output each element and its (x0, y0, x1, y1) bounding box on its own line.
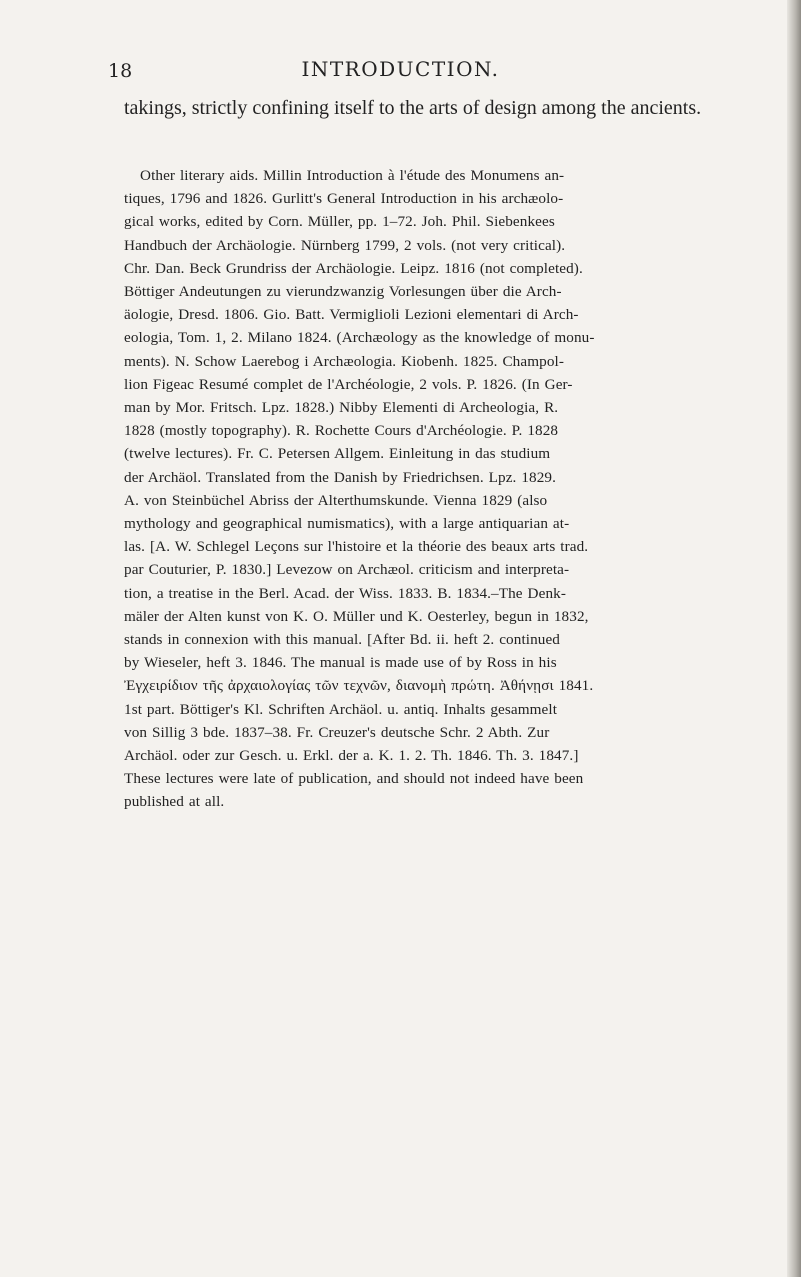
note-line: Ἐγχειρίδιον τῆς ἀρχαιολογίας τῶν τεχνῶν, διανομὴ πρώτη. Ἀθήνῃσι 1841. (124, 677, 594, 695)
note-line: par Couturier, P. 1830.] Levezow on Archæol. criticism and interpreta- (124, 561, 570, 579)
note-line: mythology and geographical numismatics), with a large antiquarian at- (124, 515, 570, 533)
note-line: stands in connexion with this manual. [After Bd. ii. heft 2. continued (124, 631, 561, 649)
note-line: gical works, edited by Corn. Müller, pp. 1–72. Joh. Phil. Siebenkees (124, 213, 555, 231)
note-line: tion, a treatise in the Berl. Acad. der Wiss. 1833. B. 1834.–The Denk- (124, 584, 567, 602)
note-line: 1st part. Böttiger's Kl. Schriften Archäol. u. antiq. Inhalts gesammelt (124, 700, 558, 718)
note-line: A. von Steinbüchel Abriss der Alterthumskunde. Vienna 1829 (also (124, 491, 548, 509)
note-line: tiques, 1796 and 1826. Gurlitt's General Introduction in his archæolo- (124, 190, 564, 208)
note-line: eologia, Tom. 1, 2. Milano 1824. (Archæology as the knowledge of monu- (124, 329, 595, 347)
note-line: las. [A. W. Schlegel Leçons sur l'histoire et la théorie des beaux arts trad. (124, 538, 589, 556)
note-line: (twelve lectures). Fr. C. Petersen Allgem. Einleitung in das studium (124, 445, 551, 463)
note-line: Böttiger Andeutungen zu vierundzwanzig Vorlesungen über die Arch- (124, 283, 562, 301)
note-line: ments). N. Schow Laerebog i Archæologia. Kiobenh. 1825. Champol- (124, 352, 564, 370)
note-line: Chr. Dan. Beck Grundriss der Archäologie. Leipz. 1816 (not completed). (124, 259, 583, 277)
note-line: published at all. (124, 793, 225, 811)
note-line: 1828 (mostly topography). R. Rochette Cours d'Archéologie. P. 1828 (124, 422, 559, 440)
note-line: Handbuch der Archäologie. Nürnberg 1799, 2 vols. (not very critical). (124, 236, 566, 254)
page-edge-shadow (787, 0, 801, 1277)
note-line: Archäol. oder zur Gesch. u. Erkl. der a. K. 1. 2. Th. 1846. Th. 3. 1847.] (124, 747, 579, 765)
note-line: These lectures were late of publication, and should not indeed have been (124, 770, 584, 788)
body-paragraph: takings, strictly confining itself to the arts of design among the ancients. (124, 97, 702, 119)
running-title: INTRODUCTION. (301, 57, 500, 81)
note-line: von Sillig 3 bde. 1837–38. Fr. Creuzer's deutsche Schr. 2 Abth. Zur (124, 723, 550, 741)
note-line: Other literary aids. Millin Introduction à l'étude des Monumens an- (140, 167, 565, 184)
note-line: der Archäol. Translated from the Danish by Friedrichsen. Lpz. 1829. (124, 468, 557, 486)
note-line: man by Mor. Fritsch. Lpz. 1828.) Nibby Elementi di Archeologia, R. (124, 399, 559, 417)
footnote-block (124, 164, 736, 814)
note-line: mäler der Alten kunst von K. O. Müller und K. Oesterley, begun in 1832, (124, 607, 589, 625)
note-line: äologie, Dresd. 1806. Gio. Batt. Vermiglioli Lezioni elementari di Arch- (124, 306, 579, 324)
note-line: lion Figeac Resumé complet de l'Archéologie, 2 vols. P. 1826. (In Ger- (124, 375, 573, 393)
page-number: 18 (108, 60, 133, 82)
note-line: by Wieseler, heft 3. 1846. The manual is made use of by Ross in his (124, 654, 557, 672)
